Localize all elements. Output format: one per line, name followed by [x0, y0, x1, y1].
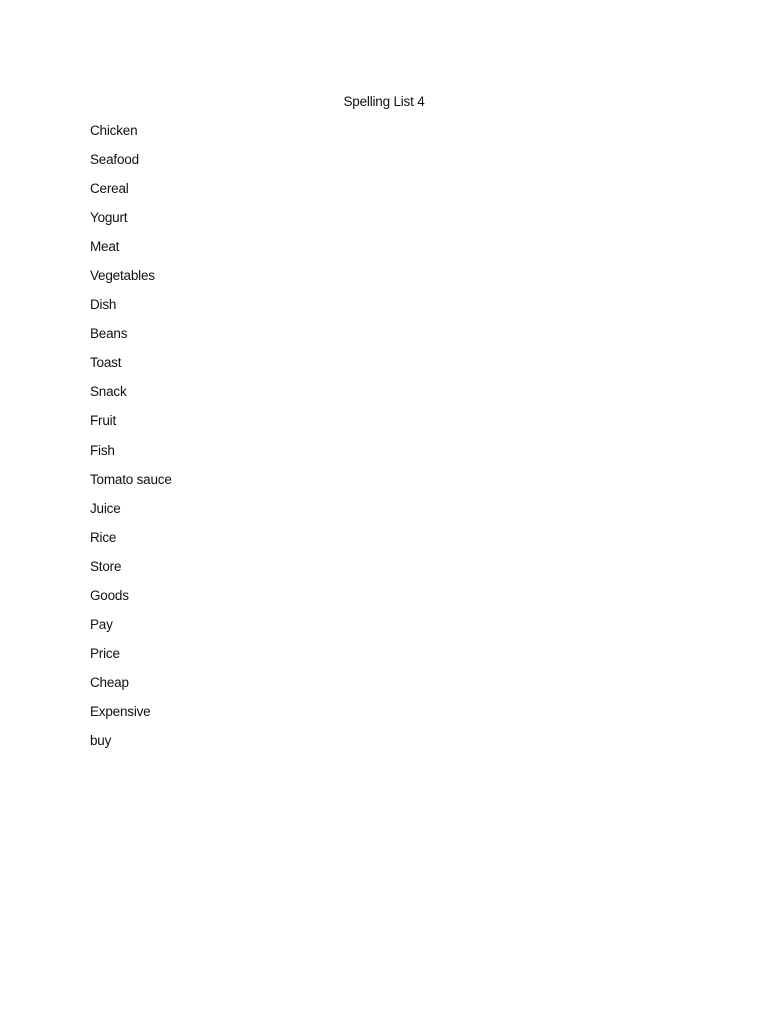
list-item: Cereal — [90, 181, 129, 197]
document-title: Spelling List 4 — [343, 94, 425, 109]
list-item: Fish — [90, 442, 115, 458]
list-item: Goods — [90, 587, 129, 603]
list-item: buy — [90, 732, 112, 748]
list-item: Dish — [90, 297, 117, 313]
list-item: Vegetables — [90, 268, 155, 284]
list-item: Rice — [90, 529, 117, 545]
list-item: Seafood — [90, 152, 139, 168]
list-item: Tomato sauce — [90, 471, 172, 487]
list-item: Pay — [90, 616, 113, 632]
list-item: Snack — [90, 384, 127, 400]
list-item: Yogurt — [90, 210, 128, 226]
list-item: Store — [90, 558, 122, 574]
list-item: Chicken — [90, 123, 138, 138]
spelling-word-list — [90, 121, 172, 760]
list-item: Juice — [90, 500, 121, 516]
list-item: Expensive — [90, 703, 151, 719]
list-item: Price — [90, 645, 120, 661]
list-item: Beans — [90, 326, 128, 342]
list-item: Fruit — [90, 413, 117, 429]
list-item: Toast — [90, 355, 122, 371]
list-item: Meat — [90, 239, 120, 255]
list-item: Cheap — [90, 674, 129, 690]
